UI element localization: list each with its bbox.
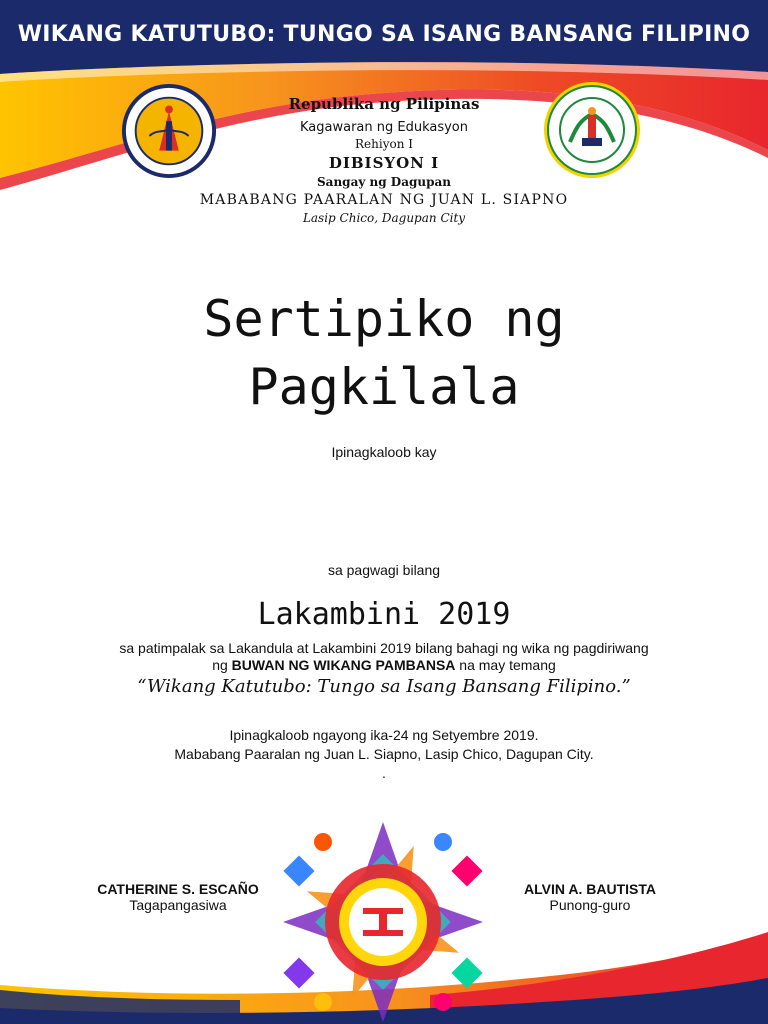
description-line1: sa patimpalak sa Lakandula at Lakambini 2019 bilang bahagi ng wika ng pagdiriwang bbox=[119, 640, 649, 656]
banner-title: WIKANG KATUTUBO: TUNGO SA ISANG BANSANG FILIPINO bbox=[17, 22, 751, 47]
signatory-right-name: ALVIN A. BAUTISTA bbox=[524, 881, 656, 897]
description-line2 bbox=[0, 657, 768, 673]
buwan-ng-wika-emblem bbox=[258, 812, 508, 1024]
header-rehiyon: Rehiyon I bbox=[355, 137, 413, 151]
certificate-title-line1: Sertipiko ng bbox=[203, 290, 565, 348]
theme-text: “Wikang Katutubo: Tungo sa Isang Bansang Filipino.” bbox=[137, 676, 631, 697]
signatory-left-role: Tagapangasiwa bbox=[129, 897, 227, 913]
header-sangay: Sangay ng Dagupan bbox=[317, 175, 451, 189]
description-line2-pre: ng bbox=[212, 657, 232, 673]
signatory-right bbox=[480, 881, 700, 913]
header-location: Lasip Chico, Dagupan City bbox=[302, 211, 466, 225]
header-kagawaran: Kagawaran ng Edukasyon bbox=[299, 120, 469, 135]
given-place-text: Mababang Paaralan ng Juan L. Siapno, Lasip Chico, Dagupan City. bbox=[174, 746, 594, 762]
header-dibisyon: DIBISYON I bbox=[328, 154, 440, 172]
signatory-left bbox=[68, 881, 288, 913]
description-line2-post: na may temang bbox=[455, 657, 556, 673]
buwan-ng-wika-label: BUWAN NG WIKANG PAMBANSA bbox=[231, 657, 456, 673]
certificate-title bbox=[0, 285, 768, 421]
header-republika: Republika ng Pilipinas bbox=[288, 95, 480, 113]
certificate-title-line2: Pagkilala bbox=[248, 358, 520, 416]
trailing-dot: . bbox=[382, 765, 386, 781]
ipinagkaloob-kay-text: Ipinagkaloob kay bbox=[331, 444, 437, 460]
sa-pagwagi-text: sa pagwagi bilang bbox=[327, 562, 441, 578]
signatory-left-name: CATHERINE S. ESCAÑO bbox=[97, 881, 259, 897]
given-date-text: Ipinagkaloob ngayong ika-24 ng Setyembre 2019. bbox=[229, 727, 539, 743]
signatory-right-role: Punong-guro bbox=[549, 897, 631, 913]
header-school-name: MABABANG PAARALAN NG JUAN L. SIAPNO bbox=[199, 192, 569, 208]
award-title: Lakambini 2019 bbox=[257, 597, 511, 632]
